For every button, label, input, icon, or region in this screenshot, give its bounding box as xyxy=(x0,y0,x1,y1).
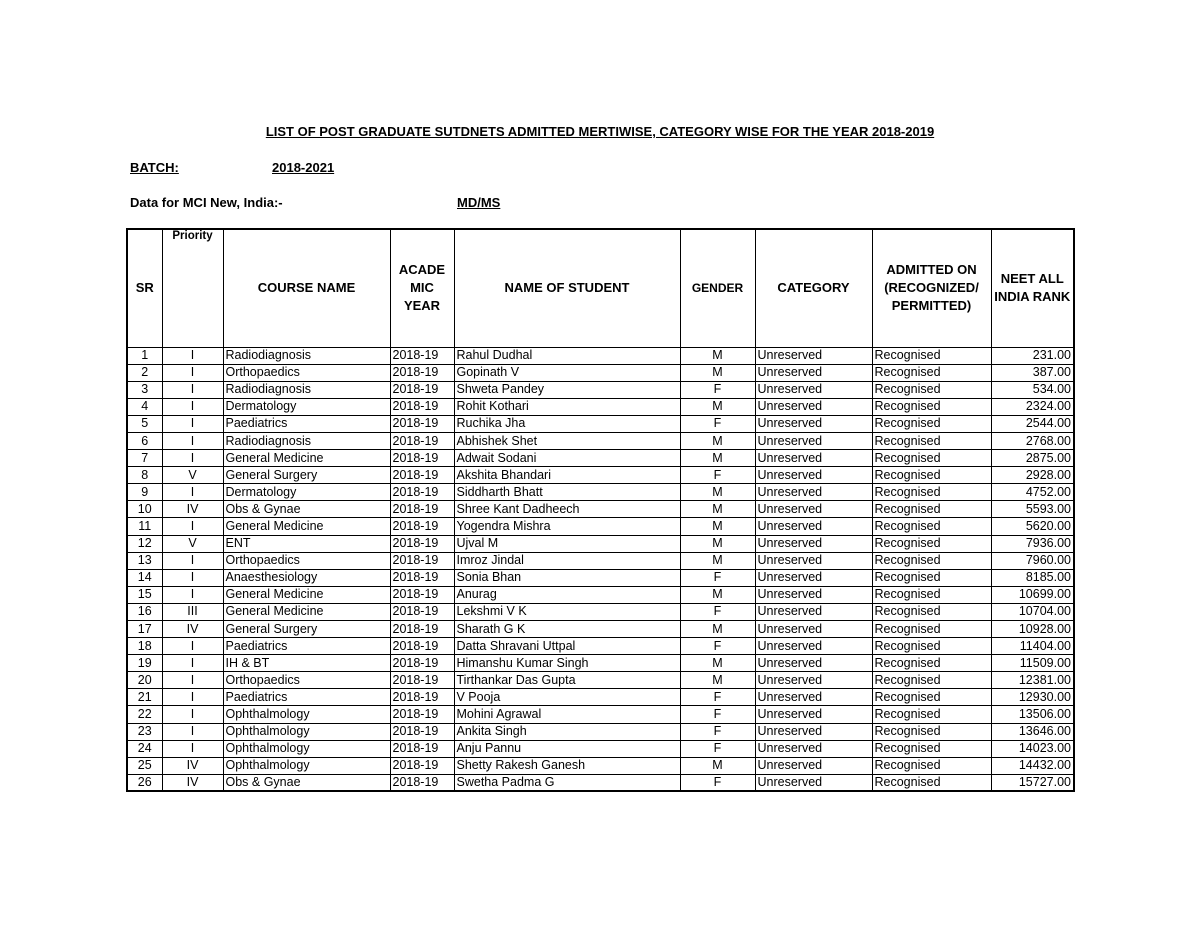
priority-cell: IV xyxy=(162,621,223,638)
priority-cell: I xyxy=(162,723,223,740)
mci-value: MD/MS xyxy=(457,195,501,210)
priority-cell: IV xyxy=(162,774,223,791)
admitted-cell: Recognised xyxy=(872,535,991,552)
admitted-cell: Recognised xyxy=(872,586,991,603)
course-cell: Ophthalmology xyxy=(223,757,390,774)
rank-cell: 10928.00 xyxy=(991,621,1074,638)
table-row xyxy=(127,638,1074,655)
sr-cell: 18 xyxy=(127,638,162,655)
gender-cell: M xyxy=(680,518,755,535)
course-cell: Paediatrics xyxy=(223,638,390,655)
course-cell: General Medicine xyxy=(223,603,390,620)
table-row xyxy=(127,621,1074,638)
student-name-cell: V Pooja xyxy=(454,689,680,706)
student-name-cell: Mohini Agrawal xyxy=(454,706,680,723)
course-cell: Ophthalmology xyxy=(223,740,390,757)
priority-cell: I xyxy=(162,415,223,432)
student-name-cell: Himanshu Kumar Singh xyxy=(454,655,680,672)
gender-cell: F xyxy=(680,638,755,655)
student-name-cell: Shree Kant Dadheech xyxy=(454,501,680,518)
sr-cell: 6 xyxy=(127,432,162,449)
rank-cell: 14023.00 xyxy=(991,740,1074,757)
gender-cell: M xyxy=(680,552,755,569)
course-cell: Anaesthesiology xyxy=(223,569,390,586)
category-cell: Unreserved xyxy=(755,706,872,723)
gender-cell: F xyxy=(680,740,755,757)
year-cell: 2018-19 xyxy=(390,347,454,364)
course-cell: Orthopaedics xyxy=(223,672,390,689)
student-name-cell: Sonia Bhan xyxy=(454,569,680,586)
gender-cell: M xyxy=(680,484,755,501)
table-row xyxy=(127,364,1074,381)
sr-cell: 21 xyxy=(127,689,162,706)
header-name: NAME OF STUDENT xyxy=(454,229,680,347)
table-row xyxy=(127,518,1074,535)
year-cell: 2018-19 xyxy=(390,398,454,415)
gender-cell: M xyxy=(680,655,755,672)
rank-cell: 2324.00 xyxy=(991,398,1074,415)
student-name-cell: Ankita Singh xyxy=(454,723,680,740)
category-cell: Unreserved xyxy=(755,569,872,586)
admitted-cell: Recognised xyxy=(872,774,991,791)
student-name-cell: Anurag xyxy=(454,586,680,603)
year-cell: 2018-19 xyxy=(390,364,454,381)
sr-cell: 16 xyxy=(127,603,162,620)
rank-cell: 15727.00 xyxy=(991,774,1074,791)
category-cell: Unreserved xyxy=(755,603,872,620)
student-name-cell: Rohit Kothari xyxy=(454,398,680,415)
priority-cell: V xyxy=(162,535,223,552)
admitted-cell: Recognised xyxy=(872,672,991,689)
admitted-cell: Recognised xyxy=(872,638,991,655)
year-cell: 2018-19 xyxy=(390,672,454,689)
header-year: ACADE MIC YEAR xyxy=(390,229,454,347)
student-name-cell: Gopinath V xyxy=(454,364,680,381)
admitted-cell: Recognised xyxy=(872,706,991,723)
course-cell: Paediatrics xyxy=(223,689,390,706)
gender-cell: M xyxy=(680,621,755,638)
admitted-cell: Recognised xyxy=(872,552,991,569)
year-cell: 2018-19 xyxy=(390,415,454,432)
gender-cell: F xyxy=(680,381,755,398)
rank-cell: 10699.00 xyxy=(991,586,1074,603)
gender-cell: F xyxy=(680,603,755,620)
header-course: COURSE NAME xyxy=(223,229,390,347)
rank-cell: 7936.00 xyxy=(991,535,1074,552)
category-cell: Unreserved xyxy=(755,552,872,569)
admitted-cell: Recognised xyxy=(872,689,991,706)
header-category: CATEGORY xyxy=(755,229,872,347)
priority-cell: I xyxy=(162,706,223,723)
admitted-cell: Recognised xyxy=(872,398,991,415)
student-name-cell: Yogendra Mishra xyxy=(454,518,680,535)
year-cell: 2018-19 xyxy=(390,501,454,518)
table-row xyxy=(127,484,1074,501)
course-cell: General Medicine xyxy=(223,518,390,535)
category-cell: Unreserved xyxy=(755,381,872,398)
priority-cell: III xyxy=(162,603,223,620)
category-cell: Unreserved xyxy=(755,467,872,484)
admitted-cell: Recognised xyxy=(872,415,991,432)
admitted-cell: Recognised xyxy=(872,723,991,740)
header-rank: NEET ALL INDIA RANK xyxy=(991,229,1074,347)
sr-cell: 25 xyxy=(127,757,162,774)
year-cell: 2018-19 xyxy=(390,774,454,791)
table-row xyxy=(127,347,1074,364)
course-cell: Dermatology xyxy=(223,398,390,415)
admitted-cell: Recognised xyxy=(872,757,991,774)
admitted-cell: Recognised xyxy=(872,381,991,398)
table-body xyxy=(127,347,1074,791)
sr-cell: 3 xyxy=(127,381,162,398)
sr-cell: 15 xyxy=(127,586,162,603)
sr-cell: 10 xyxy=(127,501,162,518)
course-cell: Obs & Gynae xyxy=(223,501,390,518)
category-cell: Unreserved xyxy=(755,655,872,672)
priority-cell: IV xyxy=(162,757,223,774)
gender-cell: M xyxy=(680,672,755,689)
rank-cell: 387.00 xyxy=(991,364,1074,381)
gender-cell: M xyxy=(680,501,755,518)
student-name-cell: Ujval M xyxy=(454,535,680,552)
course-cell: Obs & Gynae xyxy=(223,774,390,791)
year-cell: 2018-19 xyxy=(390,689,454,706)
sr-cell: 9 xyxy=(127,484,162,501)
student-name-cell: Rahul Dudhal xyxy=(454,347,680,364)
table-row xyxy=(127,740,1074,757)
course-cell: General Surgery xyxy=(223,467,390,484)
priority-cell: I xyxy=(162,432,223,449)
table-row xyxy=(127,398,1074,415)
year-cell: 2018-19 xyxy=(390,586,454,603)
priority-cell: I xyxy=(162,398,223,415)
student-name-cell: Anju Pannu xyxy=(454,740,680,757)
rank-cell: 534.00 xyxy=(991,381,1074,398)
category-cell: Unreserved xyxy=(755,415,872,432)
admitted-cell: Recognised xyxy=(872,655,991,672)
rank-cell: 2928.00 xyxy=(991,467,1074,484)
priority-cell: I xyxy=(162,552,223,569)
gender-cell: F xyxy=(680,467,755,484)
sr-cell: 12 xyxy=(127,535,162,552)
priority-cell: I xyxy=(162,364,223,381)
rank-cell: 13646.00 xyxy=(991,723,1074,740)
table-row xyxy=(127,450,1074,467)
rank-cell: 13506.00 xyxy=(991,706,1074,723)
table-row xyxy=(127,467,1074,484)
sr-cell: 11 xyxy=(127,518,162,535)
student-name-cell: Shetty Rakesh Ganesh xyxy=(454,757,680,774)
table-row xyxy=(127,672,1074,689)
batch-label: BATCH: xyxy=(130,160,179,175)
admitted-cell: Recognised xyxy=(872,518,991,535)
priority-cell: I xyxy=(162,655,223,672)
year-cell: 2018-19 xyxy=(390,552,454,569)
year-cell: 2018-19 xyxy=(390,484,454,501)
year-cell: 2018-19 xyxy=(390,655,454,672)
category-cell: Unreserved xyxy=(755,432,872,449)
mci-label: Data for MCI New, India:- xyxy=(130,195,283,210)
sr-cell: 5 xyxy=(127,415,162,432)
gender-cell: F xyxy=(680,569,755,586)
priority-cell: I xyxy=(162,484,223,501)
admitted-cell: Recognised xyxy=(872,467,991,484)
course-cell: Ophthalmology xyxy=(223,723,390,740)
year-cell: 2018-19 xyxy=(390,450,454,467)
category-cell: Unreserved xyxy=(755,621,872,638)
table-row xyxy=(127,501,1074,518)
rank-cell: 14432.00 xyxy=(991,757,1074,774)
gender-cell: M xyxy=(680,535,755,552)
category-cell: Unreserved xyxy=(755,535,872,552)
rank-cell: 12381.00 xyxy=(991,672,1074,689)
student-name-cell: Ruchika Jha xyxy=(454,415,680,432)
rank-cell: 8185.00 xyxy=(991,569,1074,586)
students-table xyxy=(126,228,1075,792)
student-name-cell: Shweta Pandey xyxy=(454,381,680,398)
category-cell: Unreserved xyxy=(755,518,872,535)
sr-cell: 8 xyxy=(127,467,162,484)
category-cell: Unreserved xyxy=(755,723,872,740)
priority-cell: I xyxy=(162,586,223,603)
sr-cell: 26 xyxy=(127,774,162,791)
table-row xyxy=(127,603,1074,620)
year-cell: 2018-19 xyxy=(390,381,454,398)
year-cell: 2018-19 xyxy=(390,723,454,740)
table-row xyxy=(127,774,1074,791)
rank-cell: 231.00 xyxy=(991,347,1074,364)
table-row xyxy=(127,415,1074,432)
category-cell: Unreserved xyxy=(755,740,872,757)
rank-cell: 10704.00 xyxy=(991,603,1074,620)
course-cell: Dermatology xyxy=(223,484,390,501)
category-cell: Unreserved xyxy=(755,774,872,791)
year-cell: 2018-19 xyxy=(390,740,454,757)
student-name-cell: Adwait Sodani xyxy=(454,450,680,467)
table-row xyxy=(127,552,1074,569)
header-row xyxy=(127,229,1074,347)
header-admitted: ADMITTED ON (RECOGNIZED/ PERMITTED) xyxy=(872,229,991,347)
rank-cell: 7960.00 xyxy=(991,552,1074,569)
admitted-cell: Recognised xyxy=(872,740,991,757)
table-row xyxy=(127,381,1074,398)
sr-cell: 22 xyxy=(127,706,162,723)
student-name-cell: Sharath G K xyxy=(454,621,680,638)
category-cell: Unreserved xyxy=(755,450,872,467)
student-name-cell: Imroz Jindal xyxy=(454,552,680,569)
rank-cell: 2544.00 xyxy=(991,415,1074,432)
sr-cell: 20 xyxy=(127,672,162,689)
year-cell: 2018-19 xyxy=(390,621,454,638)
course-cell: Orthopaedics xyxy=(223,552,390,569)
priority-cell: I xyxy=(162,450,223,467)
gender-cell: M xyxy=(680,757,755,774)
gender-cell: F xyxy=(680,723,755,740)
rank-cell: 11404.00 xyxy=(991,638,1074,655)
table-row xyxy=(127,655,1074,672)
sr-cell: 4 xyxy=(127,398,162,415)
admitted-cell: Recognised xyxy=(872,364,991,381)
course-cell: Radiodiagnosis xyxy=(223,347,390,364)
student-name-cell: Datta Shravani Uttpal xyxy=(454,638,680,655)
category-cell: Unreserved xyxy=(755,501,872,518)
category-cell: Unreserved xyxy=(755,672,872,689)
rank-cell: 5593.00 xyxy=(991,501,1074,518)
year-cell: 2018-19 xyxy=(390,603,454,620)
sr-cell: 19 xyxy=(127,655,162,672)
gender-cell: F xyxy=(680,774,755,791)
header-sr: SR xyxy=(127,229,162,347)
sr-cell: 2 xyxy=(127,364,162,381)
rank-cell: 11509.00 xyxy=(991,655,1074,672)
category-cell: Unreserved xyxy=(755,638,872,655)
course-cell: Radiodiagnosis xyxy=(223,432,390,449)
admitted-cell: Recognised xyxy=(872,621,991,638)
category-cell: Unreserved xyxy=(755,689,872,706)
student-name-cell: Lekshmi V K xyxy=(454,603,680,620)
student-name-cell: Tirthankar Das Gupta xyxy=(454,672,680,689)
sr-cell: 17 xyxy=(127,621,162,638)
course-cell: Ophthalmology xyxy=(223,706,390,723)
priority-cell: IV xyxy=(162,501,223,518)
priority-cell: I xyxy=(162,672,223,689)
category-cell: Unreserved xyxy=(755,398,872,415)
table-row xyxy=(127,535,1074,552)
course-cell: General Medicine xyxy=(223,586,390,603)
student-name-cell: Siddharth Bhatt xyxy=(454,484,680,501)
category-cell: Unreserved xyxy=(755,484,872,501)
category-cell: Unreserved xyxy=(755,757,872,774)
table-row xyxy=(127,723,1074,740)
admitted-cell: Recognised xyxy=(872,569,991,586)
rank-cell: 4752.00 xyxy=(991,484,1074,501)
year-cell: 2018-19 xyxy=(390,432,454,449)
gender-cell: F xyxy=(680,689,755,706)
table-row xyxy=(127,757,1074,774)
year-cell: 2018-19 xyxy=(390,706,454,723)
table-row xyxy=(127,706,1074,723)
gender-cell: F xyxy=(680,706,755,723)
batch-value: 2018-2021 xyxy=(272,160,335,175)
header-priority xyxy=(162,229,223,347)
priority-cell: I xyxy=(162,381,223,398)
document-title: LIST OF POST GRADUATE SUTDNETS ADMITTED MERTIWISE, CATEGORY WISE FOR THE YEAR 2018-2019 xyxy=(265,124,935,139)
priority-cell: I xyxy=(162,740,223,757)
course-cell: General Surgery xyxy=(223,621,390,638)
priority-cell: I xyxy=(162,518,223,535)
gender-cell: M xyxy=(680,398,755,415)
admitted-cell: Recognised xyxy=(872,603,991,620)
category-cell: Unreserved xyxy=(755,347,872,364)
table-row xyxy=(127,689,1074,706)
priority-cell: I xyxy=(162,689,223,706)
year-cell: 2018-19 xyxy=(390,569,454,586)
sr-cell: 23 xyxy=(127,723,162,740)
admitted-cell: Recognised xyxy=(872,501,991,518)
priority-cell: I xyxy=(162,569,223,586)
admitted-cell: Recognised xyxy=(872,450,991,467)
year-cell: 2018-19 xyxy=(390,535,454,552)
rank-cell: 2875.00 xyxy=(991,450,1074,467)
rank-cell: 2768.00 xyxy=(991,432,1074,449)
student-name-cell: Akshita Bhandari xyxy=(454,467,680,484)
sr-cell: 1 xyxy=(127,347,162,364)
rank-cell: 12930.00 xyxy=(991,689,1074,706)
course-cell: Paediatrics xyxy=(223,415,390,432)
gender-cell: M xyxy=(680,586,755,603)
sr-cell: 24 xyxy=(127,740,162,757)
category-cell: Unreserved xyxy=(755,586,872,603)
year-cell: 2018-19 xyxy=(390,757,454,774)
header-priority-text: Priority xyxy=(172,230,213,243)
course-cell: Radiodiagnosis xyxy=(223,381,390,398)
sr-cell: 13 xyxy=(127,552,162,569)
priority-cell: V xyxy=(162,467,223,484)
year-cell: 2018-19 xyxy=(390,518,454,535)
student-name-cell: Swetha Padma G xyxy=(454,774,680,791)
gender-cell: F xyxy=(680,415,755,432)
course-cell: IH & BT xyxy=(223,655,390,672)
gender-cell: M xyxy=(680,450,755,467)
admitted-cell: Recognised xyxy=(872,347,991,364)
course-cell: ENT xyxy=(223,535,390,552)
category-cell: Unreserved xyxy=(755,364,872,381)
sr-cell: 7 xyxy=(127,450,162,467)
admitted-cell: Recognised xyxy=(872,432,991,449)
year-cell: 2018-19 xyxy=(390,638,454,655)
course-cell: General Medicine xyxy=(223,450,390,467)
table-row xyxy=(127,569,1074,586)
priority-cell: I xyxy=(162,638,223,655)
rank-cell: 5620.00 xyxy=(991,518,1074,535)
course-cell: Orthopaedics xyxy=(223,364,390,381)
gender-cell: M xyxy=(680,347,755,364)
priority-cell: I xyxy=(162,347,223,364)
student-name-cell: Abhishek Shet xyxy=(454,432,680,449)
year-cell: 2018-19 xyxy=(390,467,454,484)
header-gender: GENDER xyxy=(680,229,755,347)
table-row xyxy=(127,432,1074,449)
admitted-cell: Recognised xyxy=(872,484,991,501)
gender-cell: M xyxy=(680,432,755,449)
gender-cell: M xyxy=(680,364,755,381)
sr-cell: 14 xyxy=(127,569,162,586)
table-row xyxy=(127,586,1074,603)
